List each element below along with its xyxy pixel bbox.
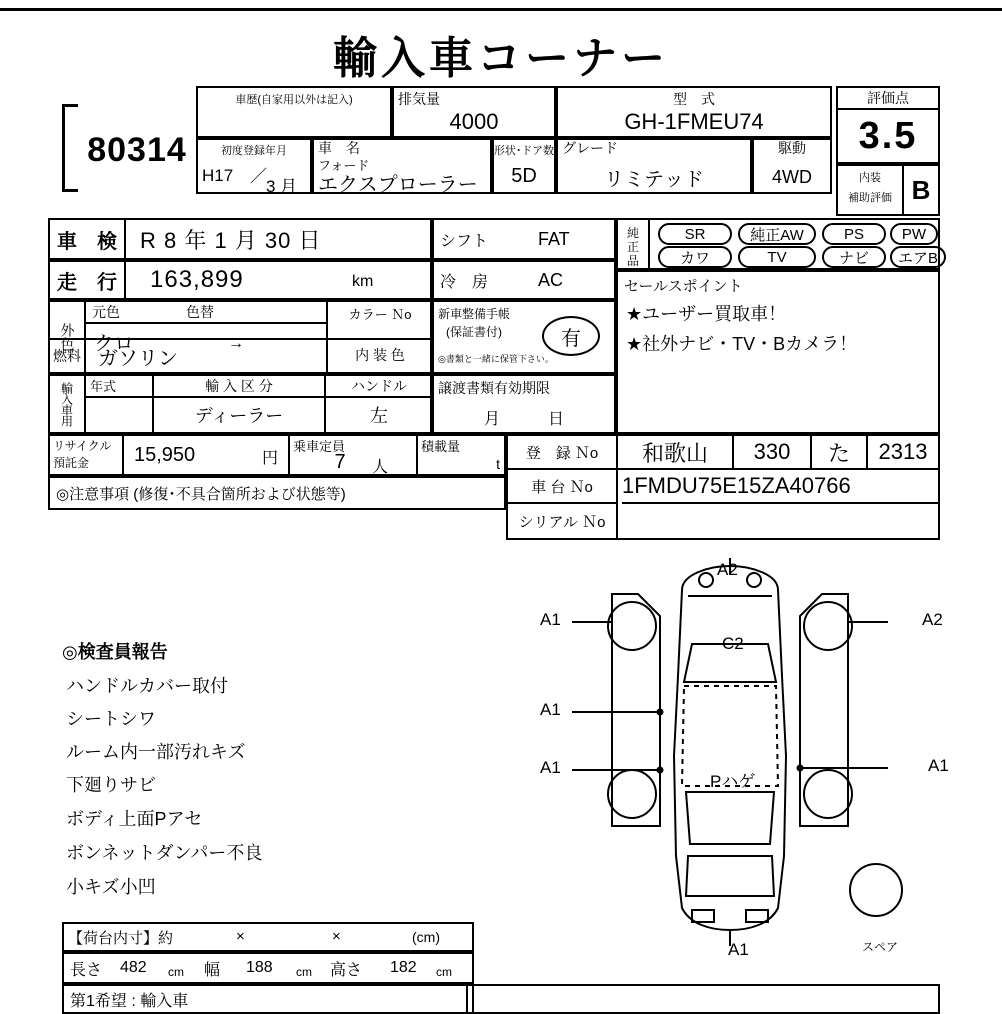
soko-unit: km [352, 273, 374, 290]
inspector-line-1: ハンドルカバー取付 [66, 676, 228, 696]
cargo-height-label: 高さ [330, 961, 363, 979]
shaken-label: 車 検 [50, 220, 126, 258]
naiso-cell [836, 164, 940, 216]
shodo-cell [196, 138, 312, 194]
cargo-footer-label: 第1希望 : 輸入車 [70, 992, 189, 1010]
keijo-cell [492, 138, 556, 194]
teiin-cell [288, 436, 416, 474]
inspector-line-7: 小キズ小凹 [66, 877, 156, 897]
recycle-label: リサイクル 預託金 [50, 436, 124, 474]
seibi-note: ◎書類と一緒に保管下さい。 [438, 354, 554, 364]
kudo-value: 4WD [772, 166, 812, 187]
teiin-unit: 人 [372, 459, 389, 476]
joto-row [432, 374, 616, 434]
naisoshoku-cell [326, 340, 432, 372]
haikiryo-cell [392, 86, 556, 138]
recycle-row [48, 434, 506, 476]
top-rule [0, 8, 1002, 11]
hyoka-label: 評価点 [838, 88, 938, 110]
recycle-unit: 円 [262, 449, 279, 467]
shamei-label: 車 名 [318, 140, 360, 156]
inspector-line-2: シートシワ [66, 709, 156, 729]
serial-label: シリアル Ｎo [508, 504, 618, 538]
reibo-value: AC [538, 269, 564, 290]
registration-block [506, 434, 940, 540]
equipment-block [616, 218, 940, 270]
shodo-label: 初度登録年月 [221, 145, 287, 157]
cargo-width-label: 幅 [204, 961, 221, 979]
seibi-sub: (保証書付) [446, 325, 502, 339]
diagram-label-top: A2 [717, 560, 738, 579]
inspector-line-6: ボンネットダンパー不良 [66, 843, 263, 863]
diagram-label-bottom: A1 [728, 940, 749, 959]
toroku-region: 和歌山 [618, 436, 734, 470]
kata-cell [556, 86, 832, 138]
joto-label: 譲渡書類有効期限 [438, 380, 550, 396]
sekisai-label: 積載量 [421, 439, 461, 454]
naisoshoku-label: 内 装 色 [355, 347, 405, 363]
keijo-value: 5D [511, 164, 537, 187]
equip-airbag: エアB [890, 246, 946, 268]
inspector-line-4: 下廻りサビ [66, 775, 156, 795]
diagram-label-left-3: A1 [540, 758, 561, 777]
recycle-value: 15,950 [134, 443, 196, 466]
naiso-value: B [902, 166, 938, 214]
page-title: 輸入車コーナー [333, 34, 669, 83]
kata-label: 型 式 [673, 91, 715, 107]
joto-value: 月 日 [483, 410, 564, 428]
cargo-footer-row [62, 984, 474, 1014]
sales-point-2: ★社外ナビ・TV・Bカメラ！ [626, 334, 858, 354]
shodo-sep: ／ [250, 167, 267, 186]
reibo-row [432, 260, 616, 300]
reibo-label: 冷 房 [440, 273, 489, 291]
equip-sr: SR [658, 223, 732, 245]
equip-pw: PW [890, 223, 938, 245]
cargo-x2: × [332, 928, 341, 945]
equip-aw: 純正AW [738, 223, 816, 245]
toroku-label: 登 録 Ｎo [508, 436, 618, 470]
seibi-label: 新車整備手帳 [438, 307, 511, 321]
inspector-line-3: ルーム内一部汚れキズ [66, 742, 246, 762]
sekisai-unit: t [496, 456, 500, 472]
kudo-label: 駆動 [778, 140, 806, 156]
teiin-label: 乗車定員 [293, 439, 346, 454]
diagram-label-center-top: C2 [722, 634, 744, 653]
motoiro-label: 元色 [86, 302, 172, 324]
cargo-length-unit: cm [168, 965, 184, 979]
cargo-height-value: 182 [390, 959, 417, 976]
cargo-x1: × [236, 928, 245, 945]
color-no-label: カラー Ｎo [348, 306, 412, 322]
nenryo-row [48, 338, 432, 374]
sales-point-label: セールスポイント [624, 277, 743, 295]
kudo-cell [752, 138, 832, 194]
kata-value: GH-1FMEU74 [624, 109, 764, 134]
diagram-label-left-1: A1 [540, 610, 561, 629]
inspector-heading: ◎検査員報告 [62, 642, 168, 662]
diagram-label-left-2: A1 [540, 700, 561, 719]
seibi-value: 有 [542, 316, 600, 356]
sekisai-cell [416, 436, 504, 474]
nenryo-value: ガソリン [98, 347, 178, 370]
shodo-value: H17 [202, 166, 234, 185]
diagram-label-right-mid: A1 [928, 756, 949, 775]
equip-tv: TV [738, 246, 816, 268]
irokae-label: 色替 [172, 302, 326, 324]
shift-label: シフト [440, 232, 489, 250]
naiso-label: 内装 [859, 172, 881, 184]
bottom-right-box [466, 984, 940, 1014]
shadai-label: 車 台 Ｎo [508, 470, 618, 504]
shift-value: FAT [538, 228, 570, 249]
shamei-cell [312, 138, 492, 194]
cargo-height-unit: cm [436, 965, 452, 979]
shaken-row [48, 218, 432, 260]
serial-value [622, 504, 938, 538]
cargo-length-value: 482 [120, 959, 147, 976]
shamei-value: エクスプローラー [318, 173, 478, 196]
diagram-label-center-mid: Pハゲ [710, 772, 756, 791]
grade-value: リミテッド [604, 168, 704, 191]
yunyu-block [48, 374, 432, 434]
grade-label: グレード [562, 140, 618, 156]
cargo-length-label: 長さ [70, 961, 103, 979]
shadai-value: 1FMDU75E15ZA40766 [622, 470, 938, 504]
cargo-width-unit: cm [296, 965, 312, 979]
seibi-row [432, 300, 616, 374]
junsei-label: 純 正 品 [618, 220, 650, 268]
cargo-unit: (cm) [412, 929, 440, 945]
equip-kawa: カワ [658, 246, 732, 268]
equip-ps: PS [822, 223, 886, 245]
sales-point-1: ★ユーザー買取車！ [626, 304, 787, 324]
chui-label: ◎注意事項 (修復･不具合箇所および状態等) [56, 485, 346, 503]
hyoka-value: 3.5 [858, 114, 918, 157]
toroku-kana: た [812, 436, 868, 470]
hyoka-cell [836, 86, 940, 164]
shodo-month: 3 月 [266, 177, 298, 196]
cargo-heading: 【荷台内寸】約 [68, 929, 174, 947]
cargo-heading-row [62, 922, 474, 952]
nendai-label: 年式 [86, 376, 154, 398]
haikiryo-label: 排気量 [398, 91, 440, 107]
car-damage-diagram [520, 556, 940, 956]
soko-row [48, 260, 432, 300]
rireki-value [198, 108, 390, 136]
diagram-label-right-top: A2 [922, 610, 943, 629]
yunyu-label-text: 輸入車用 [59, 382, 74, 426]
shift-row [432, 218, 616, 260]
inspector-line-5: ボディ上面Pアセ [66, 809, 203, 829]
soko-value: 163,899 [150, 266, 244, 293]
handle-value: 左 [370, 406, 388, 426]
iro-arrow: → [228, 335, 244, 352]
naiso-sub: 補助評価 [848, 192, 892, 204]
teiin-value: 7 [334, 450, 346, 473]
haikiryo-value: 4000 [449, 109, 499, 134]
rireki-label: 車歴(自家用以外は記入) [235, 94, 353, 106]
gaiso-label-text: 外色 [59, 323, 76, 351]
sales-point-block [616, 270, 940, 434]
rireki-cell [196, 86, 392, 138]
chui-row [48, 476, 506, 510]
equip-navi: ナビ [822, 246, 886, 268]
nenryo-label: 燃料 [50, 340, 86, 372]
shamei-maker: フォード [318, 157, 370, 173]
diagram-label-spare: スペア [862, 940, 899, 954]
yunyu-label [50, 376, 86, 432]
handle-label: ハンドル [326, 376, 432, 398]
lot-number: 80314 [87, 130, 187, 169]
shaken-value: R 8 年 1 月 30 日 [140, 227, 322, 253]
keijo-label: 形状･ドア数 [493, 145, 555, 157]
toroku-number: 2313 [868, 436, 938, 470]
yunyu-kubun-label: 輸 入 区 分 [154, 376, 326, 398]
toroku-class: 330 [734, 436, 812, 470]
nendai-value [86, 398, 154, 432]
yunyu-kubun-value: ディーラー [154, 398, 326, 432]
cargo-values-row [62, 952, 474, 984]
cargo-width-value: 188 [246, 959, 273, 976]
grade-cell [556, 138, 752, 194]
iro-value: クロ [94, 332, 134, 355]
soko-label: 走 行 [50, 262, 126, 298]
